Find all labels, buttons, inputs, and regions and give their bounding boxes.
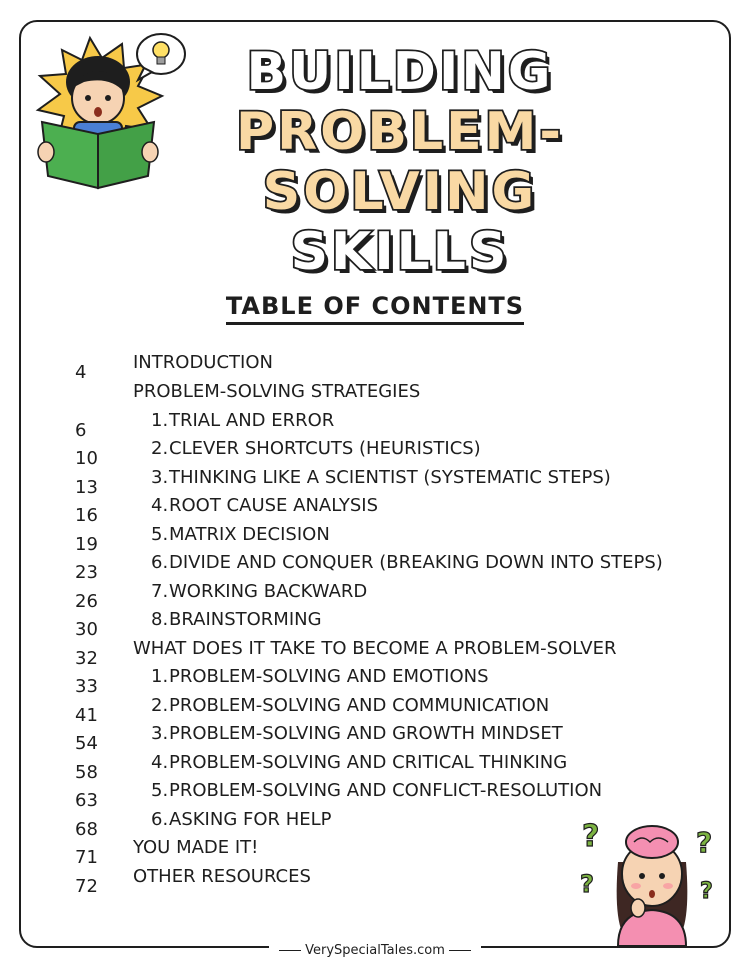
- entry-number: 5.: [151, 524, 169, 545]
- page-number: 63: [75, 790, 98, 811]
- page-number: 54: [75, 733, 98, 754]
- entry-title: DIVIDE AND CONQUER (BREAKING DOWN INTO STEPS): [169, 552, 663, 573]
- toc-entry[interactable]: [0, 552, 750, 583]
- entry-title: MATRIX DECISION: [169, 524, 330, 545]
- page-number: 32: [75, 648, 98, 669]
- entry-title: ROOT CAUSE ANALYSIS: [169, 495, 379, 516]
- toc-entry[interactable]: [0, 581, 750, 612]
- footer: [0, 939, 750, 958]
- toc-entry[interactable]: [0, 467, 750, 498]
- entry-number: 5.: [151, 780, 169, 801]
- entry-title: INTRODUCTION: [133, 352, 273, 373]
- entry-title: CLEVER SHORTCUTS (HEURISTICS): [169, 438, 481, 459]
- entry-number: 8.: [151, 609, 169, 630]
- entry-number: 3.: [151, 723, 169, 744]
- toc-entry[interactable]: [0, 723, 750, 754]
- toc-entry[interactable]: [0, 752, 750, 783]
- entry-title: THINKING LIKE A SCIENTIST (SYSTEMATIC STEPS): [169, 467, 611, 488]
- entry-number: 4.: [151, 752, 169, 773]
- page-number: 6: [75, 420, 87, 441]
- page-number: 72: [75, 876, 98, 897]
- title-line-4: SKILLS: [290, 222, 510, 282]
- toc-entry[interactable]: [0, 524, 750, 555]
- entry-number: 2.: [151, 438, 169, 459]
- page-number: 58: [75, 762, 98, 783]
- entry-number: 3.: [151, 467, 169, 488]
- toc-entry[interactable]: [0, 495, 750, 526]
- entry-number: 6.: [151, 809, 169, 830]
- entry-title: WHAT DOES IT TAKE TO BECOME A PROBLEM-SOLVER: [133, 638, 617, 659]
- question-mark-icon: ?: [582, 819, 600, 854]
- entry-title: WORKING BACKWARD: [169, 581, 368, 602]
- toc-section-heading[interactable]: [0, 381, 750, 409]
- toc-entry[interactable]: [0, 352, 750, 383]
- entry-title: OTHER RESOURCES: [133, 866, 311, 887]
- entry-number: 6.: [151, 552, 169, 573]
- page-number: 30: [75, 619, 98, 640]
- page-number: 26: [75, 591, 98, 612]
- entry-title: PROBLEM-SOLVING AND COMMUNICATION: [169, 695, 550, 716]
- page-number: 10: [75, 448, 98, 469]
- entry-number: 4.: [151, 495, 169, 516]
- footer-url[interactable]: VerySpecialTales.com: [269, 943, 481, 958]
- entry-title: PROBLEM-SOLVING AND CONFLICT-RESOLUTION: [169, 780, 603, 801]
- toc-heading: TABLE OF CONTENTS: [150, 292, 600, 320]
- toc-entry[interactable]: [0, 780, 750, 811]
- page-number: 71: [75, 847, 98, 868]
- page-number: 4: [75, 362, 87, 383]
- entry-title: PROBLEM-SOLVING AND GROWTH MINDSET: [169, 723, 563, 744]
- page-number: 68: [75, 819, 98, 840]
- entry-title: PROBLEM-SOLVING STRATEGIES: [133, 381, 421, 402]
- toc-entry[interactable]: [0, 438, 750, 469]
- page-number: 13: [75, 477, 98, 498]
- entry-title: PROBLEM-SOLVING AND CRITICAL THINKING: [169, 752, 568, 773]
- entry-title: TRIAL AND ERROR: [169, 410, 335, 431]
- question-mark-icon: ?: [696, 826, 713, 859]
- question-mark-icon: ?: [700, 879, 713, 904]
- page-number: 23: [75, 562, 98, 583]
- page-number: 41: [75, 705, 98, 726]
- title-line-1: BUILDING: [246, 42, 554, 102]
- entry-title: ASKING FOR HELP: [169, 809, 332, 830]
- toc-section-heading[interactable]: [0, 638, 750, 669]
- entry-title: PROBLEM-SOLVING AND EMOTIONS: [169, 666, 489, 687]
- question-mark-icon: ?: [580, 870, 594, 898]
- entry-title: BRAINSTORMING: [169, 609, 322, 630]
- page-number: 19: [75, 534, 98, 555]
- toc-entry[interactable]: [0, 666, 750, 697]
- page-number: 33: [75, 676, 98, 697]
- entry-number: 1.: [151, 410, 169, 431]
- toc-entry[interactable]: [0, 410, 750, 441]
- toc-entry[interactable]: [0, 609, 750, 640]
- title-line-3: SOLVING: [262, 162, 538, 222]
- entry-number: 2.: [151, 695, 169, 716]
- title-line-2: PROBLEM-: [236, 102, 564, 162]
- entry-number: 7.: [151, 581, 169, 602]
- entry-number: 1.: [151, 666, 169, 687]
- confused-girl-icon: [578, 812, 724, 948]
- entry-title: YOU MADE IT!: [133, 837, 259, 858]
- page-number: 16: [75, 505, 98, 526]
- toc-entry[interactable]: [0, 695, 750, 726]
